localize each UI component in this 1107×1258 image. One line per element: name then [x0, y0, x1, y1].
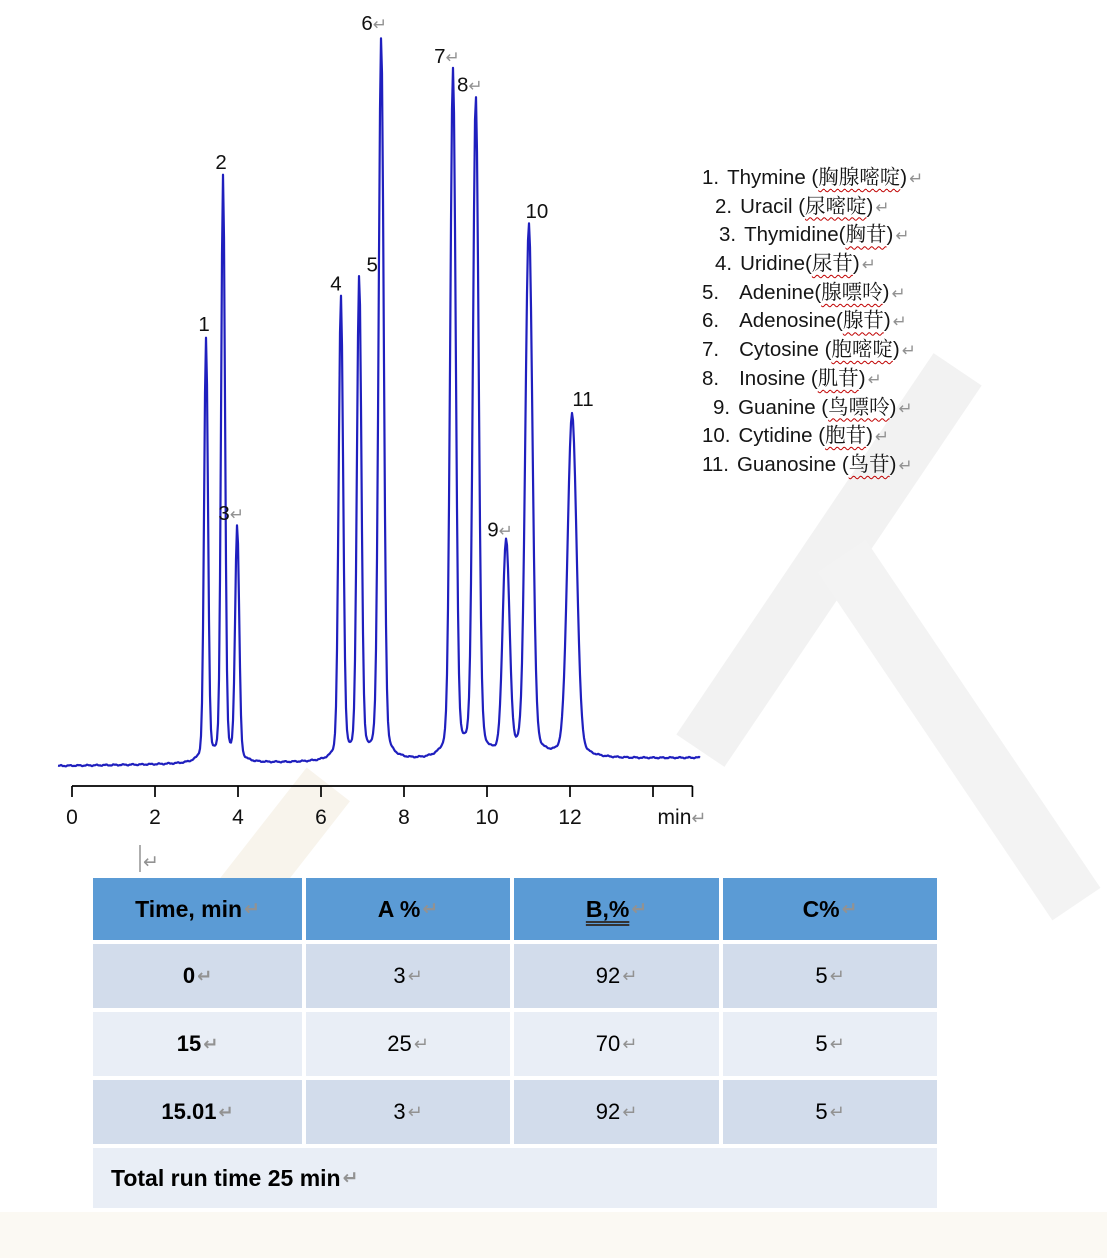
legend-item-2 [702, 189, 1102, 218]
legend-item-8 [702, 361, 1102, 390]
peak-label-8: 8↵ [456, 73, 483, 97]
return-mark: ↵ [874, 426, 889, 447]
return-mark: ↵ [622, 965, 638, 987]
chromatogram-plot [0, 0, 740, 872]
cell-text: C% [802, 895, 840, 922]
return-mark: ↵ [867, 368, 882, 389]
legend-item-label: Uracil (尿嘧啶) ↵ [740, 194, 890, 218]
legend-item-chinese-name: 腺嘌呤 [821, 280, 883, 304]
table-cell-r3c3 [514, 1080, 719, 1144]
return-mark: ↵ [197, 965, 213, 987]
table-cell-r3c2 [306, 1080, 510, 1144]
return-mark: ↵ [898, 454, 913, 475]
legend-item-10 [702, 418, 1102, 447]
legend-item-number: 3. [719, 223, 737, 247]
peak-label-3: 3↵ [218, 501, 244, 525]
cell-text: 3 [393, 1099, 406, 1124]
return-mark: ↵ [631, 898, 648, 920]
legend-item-chinese-name: 鸟嘌呤 [828, 395, 890, 419]
x-axis-tick-label: 0 [66, 806, 78, 829]
return-mark: ↵ [829, 1101, 845, 1123]
cell-text: 0 [182, 963, 196, 988]
x-axis-tick-label: 8 [398, 806, 410, 829]
peak-label-2: 2 [215, 151, 227, 175]
legend-item-6 [702, 303, 1102, 332]
return-mark: ↵ [218, 1101, 234, 1123]
legend-item-number: 7. [702, 338, 720, 362]
return-mark: ↵ [342, 1167, 359, 1189]
cell-text: A % [377, 895, 421, 922]
peak-label-11: 11 [572, 387, 594, 411]
peak-label-4: 4 [330, 272, 342, 296]
cell-text: 3 [393, 963, 406, 988]
table-cell-r1c4 [723, 944, 937, 1008]
table-cell-r1c2 [306, 944, 510, 1008]
peak-label-10: 10 [525, 200, 549, 224]
table-footer-row [93, 1148, 937, 1208]
trace-path [58, 38, 700, 766]
x-axis-tick-label: 10 [475, 806, 499, 829]
return-mark: ↵ [407, 965, 423, 987]
peak-legend [702, 160, 1102, 476]
peak-label-9: 9↵ [487, 518, 513, 542]
legend-item-chinese-name: 尿苷 [811, 252, 853, 276]
legend-item-label: Guanine (鸟嘌呤) ↵ [738, 395, 913, 419]
legend-item-number: 8. [702, 366, 720, 390]
cell-text: Time, min [135, 895, 243, 922]
legend-item-number: 11. [702, 452, 729, 476]
legend-item-chinese-name: 肌苷 [817, 366, 859, 390]
cell-text: 15.01 [161, 1099, 217, 1124]
legend-item-chinese-name: 胞嘧啶 [831, 338, 893, 362]
legend-item-chinese-name: 鸟苷 [848, 452, 890, 476]
return-mark: ↵ [875, 196, 890, 217]
cell-text: 5 [815, 963, 828, 988]
cell-text: 25 [387, 1031, 412, 1056]
x-axis-unit-label: min↵ [657, 806, 707, 829]
legend-item-11 [702, 447, 1102, 476]
return-mark: ↵ [901, 340, 916, 361]
return-mark: ↵ [861, 254, 876, 275]
peak-label-6: 6↵ [361, 11, 388, 35]
legend-item-label: Uridine(尿苷) ↵ [740, 252, 876, 276]
cell-text: 92 [595, 1099, 621, 1124]
legend-item-label: Cytosine (胞嘧啶) ↵ [739, 338, 916, 362]
legend-item-7 [702, 332, 1102, 361]
watermark-strip [0, 1212, 1107, 1258]
legend-item-9 [702, 390, 1102, 419]
return-mark: ↵ [898, 397, 913, 418]
peak-label-7: 7↵ [434, 45, 460, 69]
legend-item-number: 10. [702, 424, 731, 448]
legend-item-number: 9. [713, 395, 731, 419]
legend-item-label: Inosine (肌苷) ↵ [739, 366, 882, 390]
header-cell-4 [723, 878, 937, 940]
return-mark: ↵ [422, 898, 439, 920]
legend-item-chinese-name: 胸苷 [845, 223, 887, 247]
legend-item-1 [702, 160, 1102, 189]
return-mark: ↵ [829, 965, 845, 987]
legend-item-number: 4. [715, 252, 733, 276]
legend-item-chinese-name: 腺苷 [842, 309, 884, 333]
table-cell-r2c1 [93, 1012, 302, 1076]
x-axis-tick-label: 6 [315, 806, 327, 829]
paragraph-return-mark: ↵ [143, 851, 159, 872]
table-cell-r1c1 [93, 944, 302, 1008]
table-cell-r3c1 [93, 1080, 302, 1144]
return-mark: ↵ [622, 1033, 638, 1055]
legend-item-chinese-name: 胸腺嘧啶 [818, 166, 901, 189]
legend-item-label: Guanosine (鸟苷) ↵ [736, 452, 913, 476]
legend-item-number: 5. [702, 280, 720, 304]
cell-text: 5 [815, 1099, 828, 1124]
legend-item-chinese-name: 尿嘧啶 [805, 194, 867, 218]
x-axis-tick-label: 4 [232, 806, 244, 829]
x-axis-tick-label: 12 [558, 806, 582, 829]
peak-label-1: 1 [198, 313, 210, 337]
return-mark: ↵ [891, 282, 906, 303]
return-mark: ↵ [909, 168, 924, 188]
gradient-table [93, 878, 937, 1208]
return-mark: ↵ [622, 1101, 638, 1123]
legend-item-5 [702, 275, 1102, 304]
x-axis-tick-label: 2 [149, 806, 161, 829]
return-mark: ↵ [892, 311, 907, 332]
return-mark: ↵ [413, 1033, 429, 1055]
return-mark: ↵ [895, 225, 910, 246]
watermark-bar [818, 540, 1101, 921]
legend-item-3 [702, 217, 1102, 246]
table-cell-r3c4 [723, 1080, 937, 1144]
header-cell-1 [93, 878, 302, 940]
table-cell-r2c3 [514, 1012, 719, 1076]
legend-item-number: 2. [715, 194, 733, 218]
cell-text: 15 [176, 1031, 202, 1056]
peak-label-5: 5 [366, 253, 378, 277]
legend-item-label: Adenine(腺嘌呤) ↵ [739, 280, 906, 304]
table-cell-r2c4 [723, 1012, 937, 1076]
total-run-time-text: Total run time 25 min [111, 1164, 341, 1191]
legend-item-4 [702, 246, 1102, 275]
legend-item-label: Cytidine (胞苷) ↵ [738, 424, 889, 448]
legend-item-label: Adenosine(腺苷) ↵ [739, 309, 907, 333]
return-mark: ↵ [829, 1033, 845, 1055]
cell-text: 70 [595, 1031, 621, 1056]
legend-item-number: 6. [702, 309, 720, 333]
cell-text: 92 [595, 963, 621, 988]
legend-item-number: 1. [702, 166, 720, 189]
header-cell-2 [306, 878, 510, 940]
return-mark: ↵ [407, 1101, 423, 1123]
table-cell-r1c3 [514, 944, 719, 1008]
table-cell-r2c2 [306, 1012, 510, 1076]
return-mark: ↵ [841, 898, 858, 920]
cell-text: B,% [585, 895, 630, 922]
return-mark: ↵ [244, 898, 260, 920]
legend-item-label: Thymine (胸腺嘧啶) ↵ [727, 166, 924, 189]
legend-item-chinese-name: 胞苷 [825, 424, 867, 448]
return-mark: ↵ [203, 1033, 219, 1055]
header-cell-3 [514, 878, 719, 940]
cell-text: 5 [815, 1031, 828, 1056]
legend-item-label: Thymidine(胸苷) ↵ [744, 223, 910, 247]
